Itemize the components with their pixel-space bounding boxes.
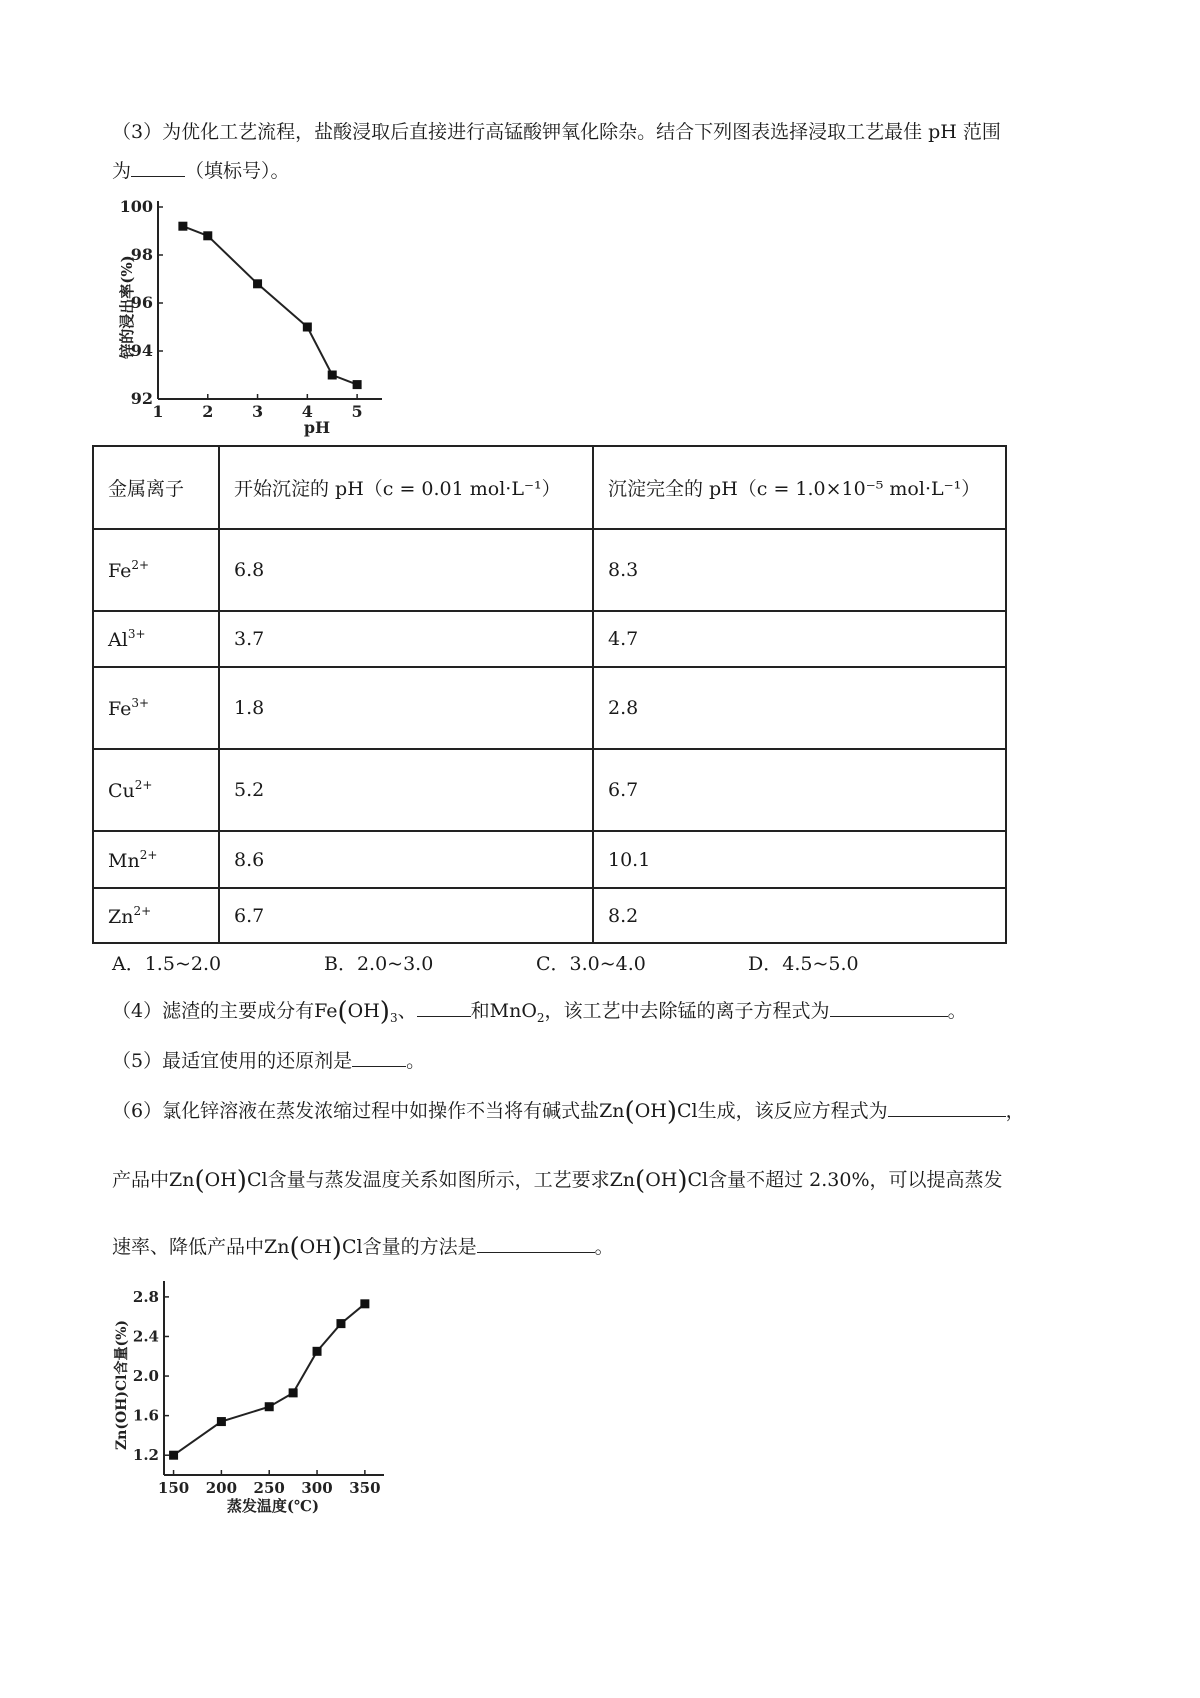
start-ph-cell: 6.8: [219, 529, 593, 611]
c1-y-tick-label: 100: [119, 197, 153, 216]
q4-suffix: ，该工艺中去除锰的离子方程式为: [544, 1000, 830, 1022]
oh-group: OH: [299, 1236, 332, 1258]
ion-cell: [93, 749, 219, 831]
start-ph-cell: 8.6: [219, 831, 593, 888]
c2-data-point: [360, 1299, 369, 1308]
open-paren: (: [635, 1166, 646, 1196]
q6-l3-suffix: 含量的方法是: [362, 1236, 477, 1258]
q3-answer-blank[interactable]: [131, 156, 185, 177]
start-ph-cell: 1.8: [219, 667, 593, 749]
cl-symbol: Cl: [341, 1236, 363, 1258]
complete-ph-cell: 6.7: [593, 749, 1006, 831]
option-a[interactable]: A．1.5~2.0: [112, 953, 222, 975]
table-row: [93, 749, 1006, 831]
c2-y-tick-label: 2.4: [132, 1327, 159, 1346]
open-paren: (: [337, 997, 348, 1027]
open-paren: (: [289, 1233, 300, 1263]
q6-l1-suffix: 生成，该反应方程式为: [697, 1100, 888, 1122]
zn-oh-cl-content-chart: [112, 1275, 402, 1520]
q3-line2-prefix: 为: [112, 160, 132, 182]
c1-x-tick-label: 3: [251, 402, 264, 421]
metal-ion-ph-table: [92, 445, 1007, 944]
q5-answer-blank[interactable]: [352, 1046, 406, 1067]
header-metal-ion: 金属离子: [93, 446, 219, 529]
q4-end: 。: [947, 1000, 967, 1022]
ion-cell: [93, 888, 219, 943]
complete-ph-cell: 2.8: [593, 667, 1006, 749]
table-row: [93, 888, 1006, 943]
cl-symbol: Cl: [246, 1169, 268, 1191]
q3-text-line1: （3）为优化工艺流程，盐酸浸取后直接进行高锰酸钾氧化除杂。结合下列图表选择浸取工艺最佳 pH 范围: [112, 121, 1001, 143]
c1-y-tick-label: 98: [130, 245, 153, 264]
q4-text: [112, 996, 967, 1032]
ion-charge: 2+: [131, 558, 150, 572]
c2-data-point: [336, 1319, 345, 1328]
oh-group: OH: [634, 1100, 667, 1122]
complete-ph-cell: 4.7: [593, 611, 1006, 667]
c2-y-tick-label: 1.6: [132, 1406, 159, 1425]
table-header-row: [93, 446, 1006, 529]
table-row: [93, 831, 1006, 888]
c1-y-tick-label: 96: [130, 293, 153, 312]
chart1-ticks: [120, 197, 363, 421]
zn-symbol: Zn: [609, 1169, 636, 1191]
open-paren: (: [194, 1166, 205, 1196]
q6-text-line3: [112, 1232, 614, 1261]
ion-cell: [93, 831, 219, 888]
ion-cell: [93, 667, 219, 749]
oh-group: OH: [204, 1169, 237, 1191]
ion-symbol: Fe: [108, 698, 132, 720]
close-paren: ): [677, 1166, 688, 1196]
c1-x-tick-label: 4: [301, 402, 313, 421]
q6-l1-end: ，: [1005, 1100, 1025, 1122]
c2-x-tick-label: 200: [205, 1479, 238, 1497]
oh-group: OH: [645, 1169, 678, 1191]
ion-cell: [93, 611, 219, 667]
close-paren: ): [331, 1233, 342, 1263]
subscript-3: 3: [389, 1010, 398, 1025]
subscript-2: 2: [536, 1010, 545, 1025]
close-paren: ): [379, 997, 390, 1027]
c2-data-point: [217, 1417, 226, 1426]
c1-x-tick-label: 5: [351, 402, 363, 421]
c1-data-point: [178, 222, 187, 231]
header-complete-ph: 沉淀完全的 pH（c = 1.0×10⁻⁵ mol·L⁻¹）: [593, 446, 1006, 529]
chart2-series-line: [174, 1304, 365, 1455]
q6-l3-end: 。: [594, 1236, 614, 1258]
q4-sep1: 、: [397, 1000, 417, 1022]
table-row: [93, 529, 1006, 611]
q3-text-line2: [112, 156, 290, 185]
table-row: [93, 611, 1006, 667]
complete-ph-cell: 10.1: [593, 831, 1006, 888]
q4-residue-blank[interactable]: [417, 996, 471, 1017]
option-b[interactable]: B．2.0~3.0: [324, 953, 434, 975]
ion-symbol: Fe: [108, 560, 132, 582]
cl-symbol: Cl: [677, 1100, 698, 1122]
open-paren: (: [624, 1097, 635, 1127]
c2-data-point: [265, 1402, 274, 1411]
q6-method-blank[interactable]: [477, 1232, 595, 1253]
chart1-series-line: [183, 226, 357, 384]
header-start-ph: 开始沉淀的 pH（c = 0.01 mol·L⁻¹）: [219, 446, 593, 529]
table-row: [93, 667, 1006, 749]
complete-ph-cell: 8.2: [593, 888, 1006, 943]
q6-equation-blank[interactable]: [888, 1096, 1006, 1117]
q6-l2-prefix: 产品中: [112, 1169, 170, 1191]
c1-y-tick-label: 94: [130, 341, 153, 360]
start-ph-cell: 3.7: [219, 611, 593, 667]
mno2-formula: MnO: [489, 1000, 537, 1022]
q6-l2-mid: 含量与蒸发温度关系如图所示，工艺要求: [267, 1169, 610, 1191]
cl-symbol: Cl: [687, 1169, 709, 1191]
q5-text: [112, 1046, 425, 1075]
c1-x-tick-label: 2: [202, 402, 214, 421]
c2-y-tick-label: 2.0: [132, 1367, 159, 1386]
zn-symbol: Zn: [599, 1100, 625, 1122]
c2-y-tick-label: 1.2: [132, 1446, 159, 1465]
c2-data-point: [289, 1388, 298, 1397]
zinc-leach-rate-chart: [112, 195, 432, 440]
ion-charge: 2+: [139, 847, 158, 862]
q3-line2-suffix: （填标号）。: [185, 160, 290, 182]
chart2-axes: [164, 1281, 384, 1475]
start-ph-cell: 5.2: [219, 749, 593, 831]
ion-cell: [93, 529, 219, 611]
ion-symbol: Zn: [108, 905, 134, 928]
chart1-axes: [158, 201, 382, 399]
c2-x-tick-label: 300: [301, 1479, 333, 1497]
c1-data-point: [203, 231, 212, 240]
ion-symbol: Mn: [108, 849, 140, 872]
chart1-x-axis-label: pH: [303, 418, 331, 437]
c2-x-tick-label: 350: [349, 1479, 381, 1497]
q5-prefix: （5）最适宜使用的还原剂是: [112, 1050, 353, 1072]
close-paren: ): [236, 1166, 247, 1196]
chart1-points: [178, 222, 361, 389]
option-d[interactable]: D．4.5~5.0: [748, 953, 859, 975]
close-paren: ): [666, 1097, 678, 1127]
c2-data-point: [313, 1347, 322, 1356]
option-c[interactable]: C．3.0~4.0: [536, 953, 646, 975]
c2-data-point: [169, 1451, 178, 1460]
q6-l1-prefix: （6）氯化锌溶液在蒸发浓缩过程中如操作不当将有碱式盐: [112, 1100, 600, 1122]
ion-charge: 3+: [127, 627, 146, 641]
c2-x-tick-label: 150: [157, 1479, 190, 1497]
ion-symbol: Al: [108, 629, 128, 651]
ion-charge: 2+: [134, 778, 153, 792]
q5-end: 。: [406, 1050, 426, 1072]
c1-data-point: [253, 279, 262, 288]
c1-data-point: [303, 323, 312, 332]
fe-symbol: Fe: [314, 1000, 338, 1022]
chart2-y-axis-label: Zn(OH)Cl含量(%): [114, 1319, 130, 1451]
c2-y-tick-label: 2.8: [132, 1287, 159, 1306]
c1-data-point: [353, 380, 362, 389]
chart1-y-axis-label: 锌的浸出率(%): [118, 255, 136, 359]
complete-ph-cell: 8.3: [593, 529, 1006, 611]
q4-sep2: 和: [470, 1000, 490, 1022]
zn-symbol: Zn: [169, 1169, 195, 1191]
q6-text-line1: [112, 1096, 1025, 1125]
chart2-x-axis-label: 蒸发温度(℃): [226, 1497, 320, 1515]
q6-text-line2: [112, 1166, 1003, 1194]
oh-group: OH: [347, 1000, 380, 1022]
start-ph-cell: 6.7: [219, 888, 593, 943]
chart2-points: [169, 1299, 369, 1459]
ion-symbol: Cu: [108, 780, 135, 802]
q4-prefix: （4）滤渣的主要成分有: [112, 1000, 315, 1022]
ion-charge: 3+: [131, 696, 150, 710]
c1-data-point: [328, 371, 337, 380]
c1-y-tick-label: 92: [130, 389, 153, 408]
q6-l2-suffix: 含量不超过 2.30%，可以提高蒸发: [708, 1169, 1003, 1191]
q4-equation-blank[interactable]: [830, 996, 948, 1017]
q6-l3-prefix: 速率、降低产品中: [112, 1236, 265, 1258]
zn-symbol: Zn: [264, 1236, 290, 1258]
c1-x-tick-label: 1: [152, 402, 164, 421]
c2-x-tick-label: 250: [253, 1479, 285, 1497]
ion-charge: 2+: [133, 903, 152, 918]
